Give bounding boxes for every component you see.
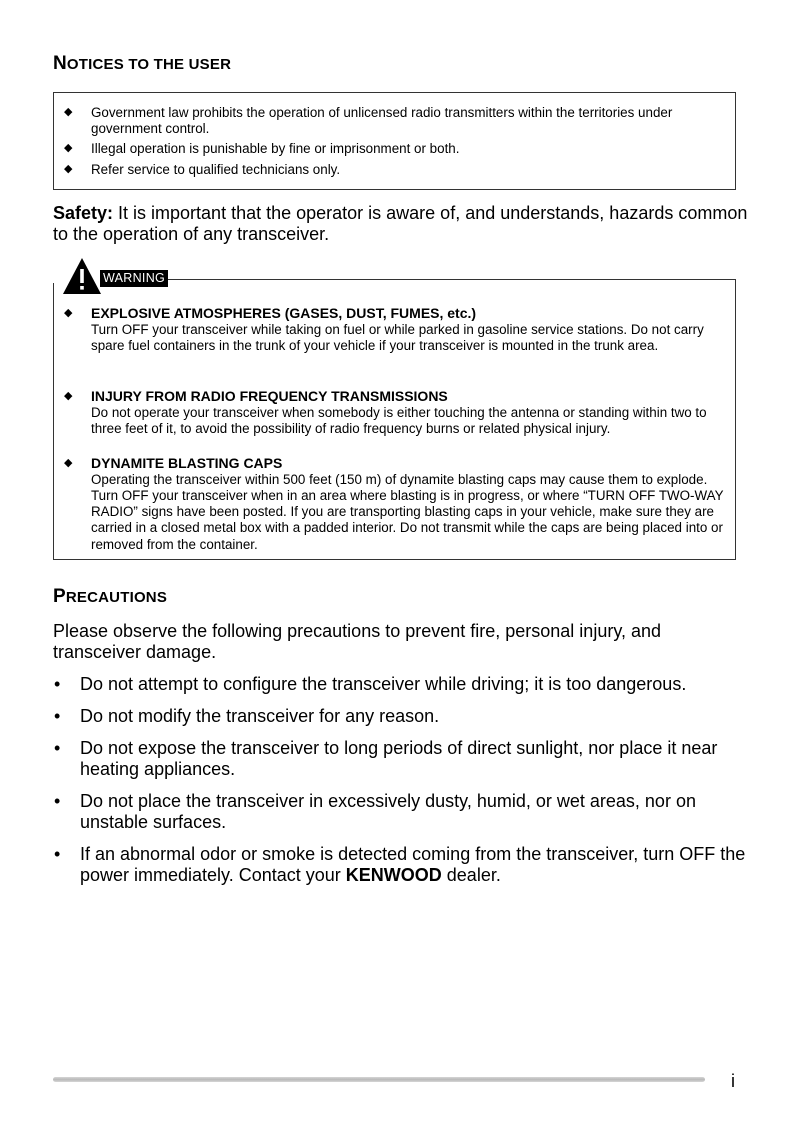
precautions-heading: PRECAUTIONS <box>53 586 168 607</box>
bullet-dot-icon: • <box>54 738 61 758</box>
precautions-intro: Please observe the following precautions to prevent fire, personal injury, and transceiver damage. <box>53 621 662 662</box>
notice-item: ◆ Illegal operation is punishable by fine or imprisonment or both. <box>64 141 460 156</box>
bullet-dot-icon: • <box>54 674 61 694</box>
precaution-item: • If an abnormal odor or smoke is detected coming from the transceiver, turn OFF the power immediately. Contact your KENWOOD dealer. <box>54 844 746 885</box>
notice-item: ◆ Government law prohibits the operation of unlicensed radio transmitters within the territories under government control. <box>64 105 673 136</box>
bullet-dot-icon: • <box>54 791 61 811</box>
warning-box <box>53 279 736 560</box>
diamond-bullet-icon: ◆ <box>64 162 73 175</box>
diamond-bullet-icon: ◆ <box>64 142 73 154</box>
brand-name: KENWOOD <box>345 865 442 885</box>
bullet-dot-icon: • <box>54 844 61 864</box>
precaution-item: • Do not attempt to configure the transceiver while driving; it is too dangerous. <box>54 674 687 694</box>
precaution-item: • Do not expose the transceiver to long periods of direct sunlight, nor place it near heating appliances. <box>54 738 718 779</box>
footer-rule <box>53 1077 705 1082</box>
notices-list <box>54 93 735 177</box>
precaution-item: • Do not place the transceiver in excessively dusty, humid, or wet areas, nor on unstable surfaces. <box>54 791 696 832</box>
warning-item: ◆ DYNAMITE BLASTING CAPS Operating the transceiver within 500 feet (150 m) of dynamite blasting caps may cause them to explode. Turn OFF your transceiver when in an area where blasting is in progress, or where “TURN OFF TWO-WAY RADIO” signs have been posted. If you are transporting blasting caps in your vehicle, make sure they are carried in a closed metal box with a padded interior. Do not transmit while the caps are being placed into or removed from the container. <box>64 455 724 552</box>
diamond-bullet-icon: ◆ <box>64 106 73 118</box>
safety-paragraph: Safety: It is important that the operator is aware of, and understands, hazards common to the operation of any transceiver. <box>53 203 748 244</box>
warning-item: ◆ INJURY FROM RADIO FREQUENCY TRANSMISSIONS Do not operate your transceiver when somebody is either touching the antenna or standing within two to three feet of it, to avoid the possibility of radio frequency burns or related physical injury. <box>64 388 707 436</box>
precaution-item: • Do not modify the transceiver for any reason. <box>54 706 440 726</box>
diamond-bullet-icon: ◆ <box>64 457 73 469</box>
notice-item: ◆ Refer service to qualified technicians only. <box>64 161 341 177</box>
warning-item: ◆ EXPLOSIVE ATMOSPHERES (GASES, DUST, FUMES, etc.) Turn OFF your transceiver while taking on fuel or while parked in gasoline service stations. Do not carry spare fuel containers in the trunk of your vehicle if your transceiver is mounted in the trunk area. <box>64 305 704 353</box>
notices-heading: NOTICES TO THE USER <box>53 53 232 74</box>
warning-label: WARNING <box>100 270 168 287</box>
page-number: i <box>731 1071 735 1091</box>
notices-box <box>53 92 736 190</box>
diamond-bullet-icon: ◆ <box>64 390 73 402</box>
precautions-list <box>53 674 753 886</box>
diamond-bullet-icon: ◆ <box>64 307 73 319</box>
warning-triangle-icon <box>62 257 102 295</box>
bullet-dot-icon: • <box>54 706 61 726</box>
